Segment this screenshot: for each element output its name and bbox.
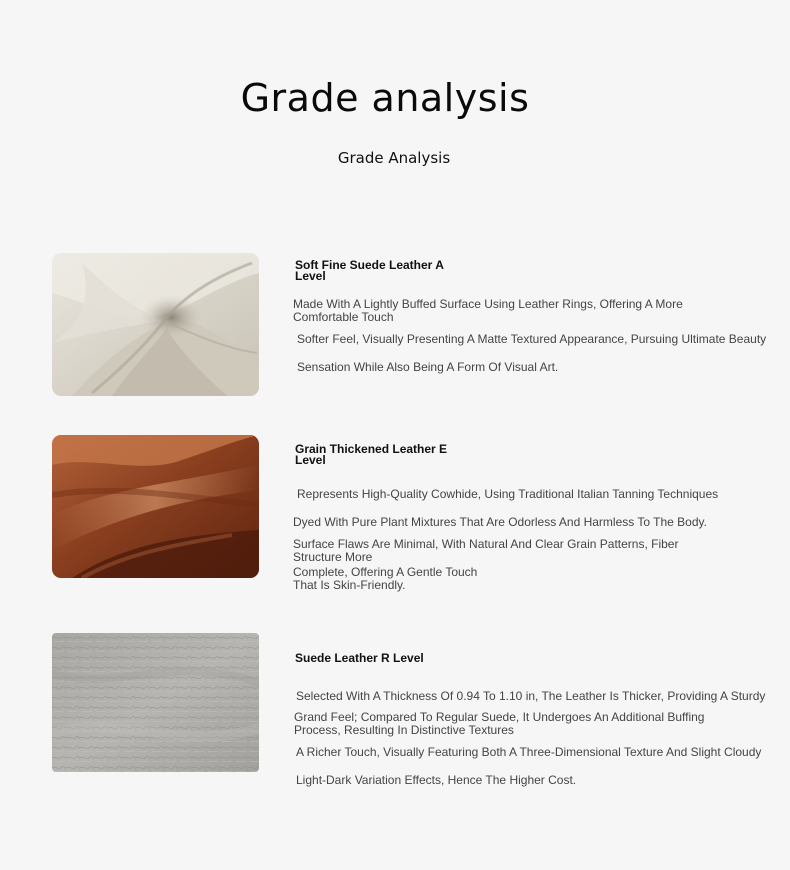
section-2-line-1: Represents High-Quality Cowhide, Using Traditional Italian Tanning Techniques (297, 487, 719, 501)
page-title: Grade analysis (240, 76, 530, 120)
section-2-heading: Grain Thickened Leather E Level (295, 442, 448, 467)
page-subtitle: Grade Analysis (337, 149, 451, 167)
grey-suede-texture-icon (52, 633, 259, 772)
section-1-heading: Soft Fine Suede Leather A Level (295, 258, 444, 283)
section-1-line-2: Softer Feel, Visually Presenting A Matte Textured Appearance, Pursuing Ultimate Beauty (297, 332, 767, 346)
section-2-line-3: Surface Flaws Are Minimal, With Natural And Clear Grain Patterns, Fiber Structure More (293, 537, 679, 564)
section-3-line-3: A Richer Touch, Visually Featuring Both A Three-Dimensional Texture And Slight Cloudy (296, 745, 762, 759)
section-3-heading: Suede Leather R Level (295, 651, 424, 665)
beige-suede-leather-image (52, 253, 259, 396)
section-3-line-2: Grand Feel; Compared To Regular Suede, It Undergoes An Additional Buffing Process, Resulting In Distinctive Textures (294, 710, 705, 737)
section-3-line-1: Selected With A Thickness Of 0.94 To 1.10 in, The Leather Is Thicker, Providing A Sturdy (296, 689, 766, 703)
section-2-line-4: Complete, Offering A Gentle Touch That Is Skin-Friendly. (293, 565, 478, 592)
section-1-line-3: Sensation While Also Being A Form Of Visual Art. (297, 360, 559, 374)
section-3-line-4: Light-Dark Variation Effects, Hence The Higher Cost. (296, 773, 577, 787)
section-2-line-2: Dyed With Pure Plant Mixtures That Are Odorless And Harmless To The Body. (293, 515, 707, 529)
section-1-line-1: Made With A Lightly Buffed Surface Using Leather Rings, Offering A More Comfortable Touch (293, 297, 683, 324)
beige-suede-leather-icon (52, 253, 259, 396)
brown-grain-leather-icon (52, 435, 259, 578)
brown-grain-leather-image (52, 435, 259, 578)
grey-suede-texture-image (52, 633, 259, 772)
